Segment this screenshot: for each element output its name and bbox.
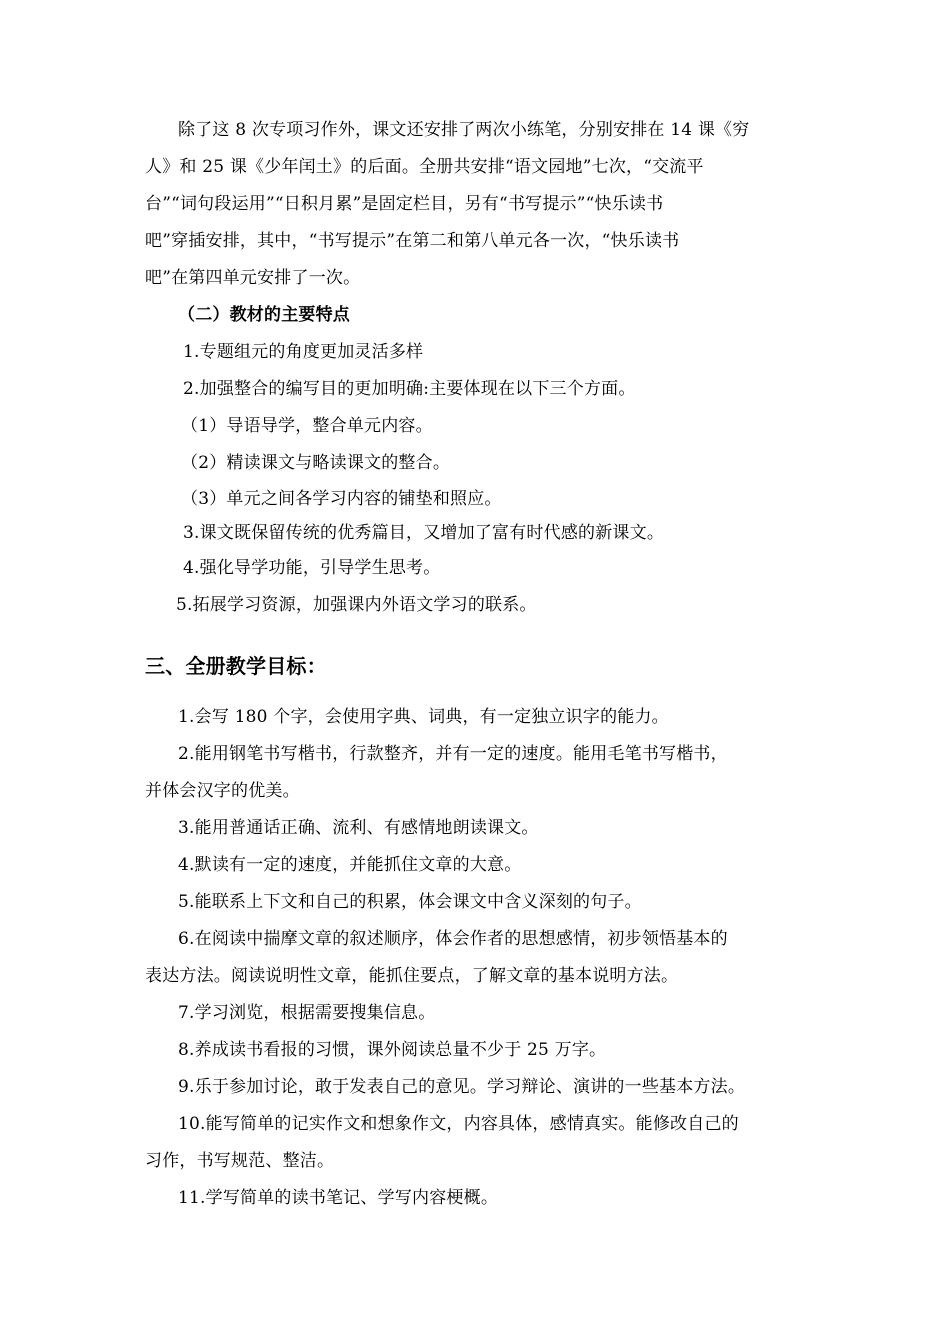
list-item: 5.拓展学习资源，加强课内外语文学习的联系。 [176,595,537,615]
list-item: 1.专题组元的角度更加灵活多样 [183,342,424,362]
list-item: 9.乐于参加讨论，敢于发表自己的意见。学习辩论、演讲的一些基本方法。 [178,1077,746,1097]
list-item: （3）单元之间各学习内容的铺垫和照应。 [181,489,502,509]
paragraph-line: 台”“词句段运用”“日积月累”是固定栏目，另有“书写提示”“快乐读书 [145,194,664,214]
list-item: 2.能用钢笔书写楷书，行款整齐，并有一定的速度。能用毛笔书写楷书， [178,744,728,764]
page-heading: 三、全册教学目标： [145,654,327,678]
paragraph-line: 吧”在第四单元安排了一次。 [145,268,361,288]
list-item: 3.课文既保留传统的优秀篇目，又增加了富有时代感的新课文。 [183,523,665,543]
list-item: 7.学习浏览，根据需要搜集信息。 [178,1003,436,1023]
section-heading: （二）教材的主要特点 [178,305,350,325]
list-item: 3.能用普通话正确、流利、有感情地朗读课文。 [178,818,539,838]
list-item: 习作，书写规范、整洁。 [145,1151,335,1171]
paragraph-line: 除了这 8 次专项习作外，课文还安排了两次小练笔，分别安排在 14 课《穷 [178,120,750,140]
list-item: 4.默读有一定的速度，并能抓住文章的大意。 [178,855,522,875]
paragraph-line: 吧”穿插安排，其中，“书写提示”在第二和第八单元各一次，“快乐读书 [145,231,680,251]
list-item: 11.学写简单的读书笔记、学写内容梗概。 [178,1188,499,1208]
list-item: 10.能写简单的记实作文和想象作文，内容具体，感情真实。能修改自己的 [178,1114,739,1134]
list-item: 表达方法。阅读说明性文章，能抓住要点，了解文章的基本说明方法。 [145,966,679,986]
list-item: 2.加强整合的编写目的更加明确:主要体现在以下三个方面。 [183,379,636,399]
list-item: 8.养成读书看报的习惯，课外阅读总量不少于 25 万字。 [178,1040,607,1060]
paragraph-line: 人》和 25 课《少年闰土》的后面。全册共安排“语文园地”七次，“交流平 [145,157,704,177]
list-item: （1）导语导学，整合单元内容。 [181,416,433,436]
list-item: 6.在阅读中揣摩文章的叙述顺序，体会作者的思想感情，初步领悟基本的 [178,929,728,949]
list-item: 并体会汉字的优美。 [145,781,300,801]
list-item: 4.强化导学功能，引导学生思考。 [183,558,441,578]
list-item: 1.会写 180 个字，会使用字典、词典，有一定独立识字的能力。 [178,707,669,727]
list-item: （2）精读课文与略读课文的整合。 [181,453,451,473]
list-item: 5.能联系上下文和自己的积累，体会课文中含义深刻的句子。 [178,892,642,912]
